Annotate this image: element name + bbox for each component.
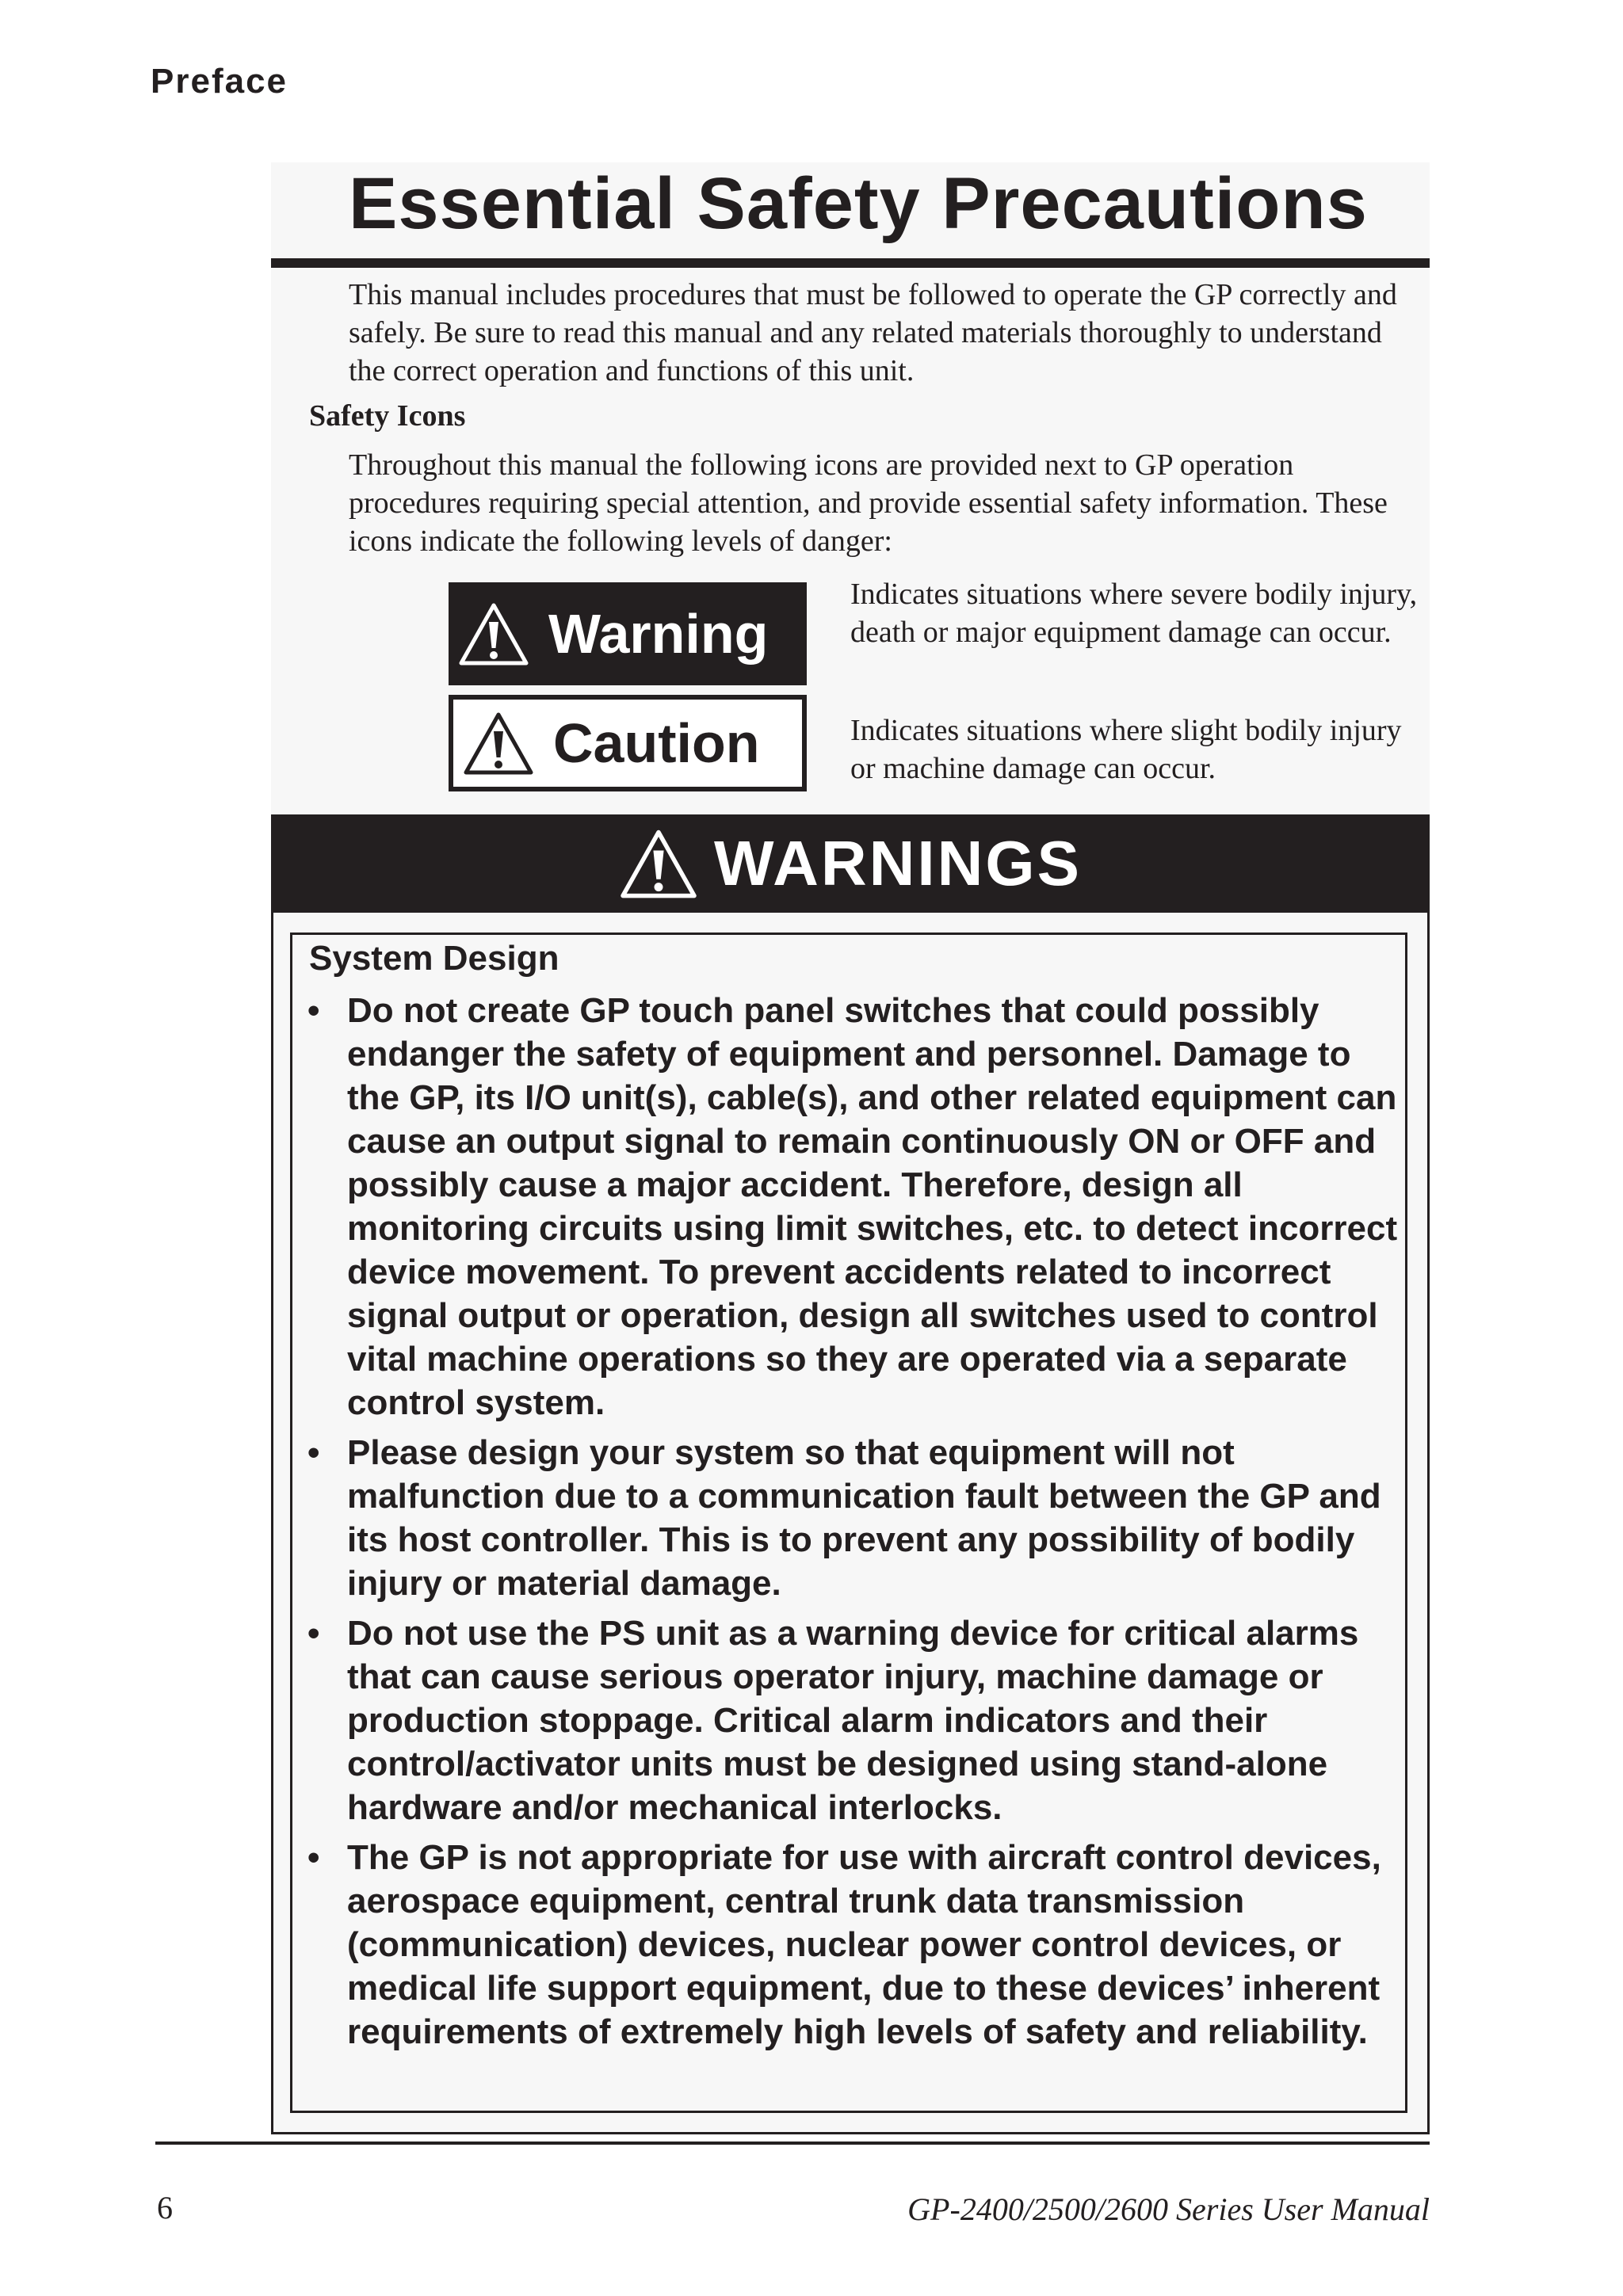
list-item xyxy=(307,1836,1405,2054)
warning-level-badge xyxy=(449,582,807,685)
warning-triangle-icon xyxy=(463,711,534,776)
page-number: 6 xyxy=(157,2190,173,2225)
warning-level-label: Warning xyxy=(548,603,769,665)
bullet: • xyxy=(307,1838,320,1877)
warning-triangle-icon xyxy=(458,601,529,666)
warning-text: Do not create GP touch panel switches that could possibly endanger the safety of equipment and personnel. Damage to the GP, its I/O unit(s), cable(s), and other related equipment can cause an output signal to remain continuously ON or OFF and possibly cause a major accident. Therefore, design all monitoring circuits using limit switches, etc. to detect incorrect device movement. To prevent accidents related to incorrect signal output or operation, design all switches used to control vital machine operations so they are operated via a separate control system. xyxy=(347,991,1398,1422)
caution-level-description: Indicates situations where slight bodily injury or machine damage can occur. xyxy=(850,714,1402,785)
bullet: • xyxy=(307,1614,320,1653)
list-item xyxy=(307,1431,1405,1605)
warnings-banner-label: WARNINGS xyxy=(714,828,1082,898)
bullet: • xyxy=(307,991,320,1030)
warnings-list xyxy=(307,989,1405,2060)
section-label: Preface xyxy=(151,62,288,101)
warning-level-description: Indicates situations where severe bodily injury, death or major equipment damage can occur. xyxy=(850,578,1418,649)
warning-text: Please design your system so that equipment will not malfunction due to a communication fault between the GP and its host controller. This is to prevent any possibility of bodily injury or material damage. xyxy=(347,1433,1381,1603)
bullet: • xyxy=(307,1433,320,1472)
warning-text: The GP is not appropriate for use with aircraft control devices, aerospace equipment, central trunk data transmission (communication) devices, nuclear power control devices, or medical life support equipment, due to these devices’ inherent requirements of extremely high levels of safety and reliability. xyxy=(347,1838,1381,2051)
footer-rule xyxy=(155,2142,1430,2145)
warnings-banner xyxy=(271,814,1430,913)
warning-text: Do not use the PS unit as a warning device for critical alarms that can cause serious operator injury, machine damage or production stoppage. Critical alarm indicators and their control/activator units must be designed using stand-alone hardware and/or mechanical interlocks. xyxy=(347,1614,1359,1827)
intro-paragraph: This manual includes procedures that must be followed to operate the GP correctly and safely. Be sure to read this manual and any related materials thoroughly to understand the correct operation and functions of this unit. xyxy=(349,278,1397,387)
safety-icons-heading: Safety Icons xyxy=(309,399,466,433)
list-item xyxy=(307,1611,1405,1829)
title-rule xyxy=(271,258,1430,268)
caution-level-label: Caution xyxy=(553,712,760,774)
warning-triangle-icon xyxy=(619,828,698,899)
system-design-heading: System Design xyxy=(309,939,559,978)
caution-level-badge xyxy=(449,695,807,791)
page-title: Essential Safety Precautions xyxy=(349,163,1368,244)
list-item xyxy=(307,989,1405,1425)
safety-icons-intro: Throughout this manual the following icons are provided next to GP operation procedures requiring special attention, and provide essential safety information. These icons indicate the following levels of danger: xyxy=(349,448,1388,558)
manual-title: GP-2400/2500/2600 Series User Manual xyxy=(907,2191,1430,2227)
